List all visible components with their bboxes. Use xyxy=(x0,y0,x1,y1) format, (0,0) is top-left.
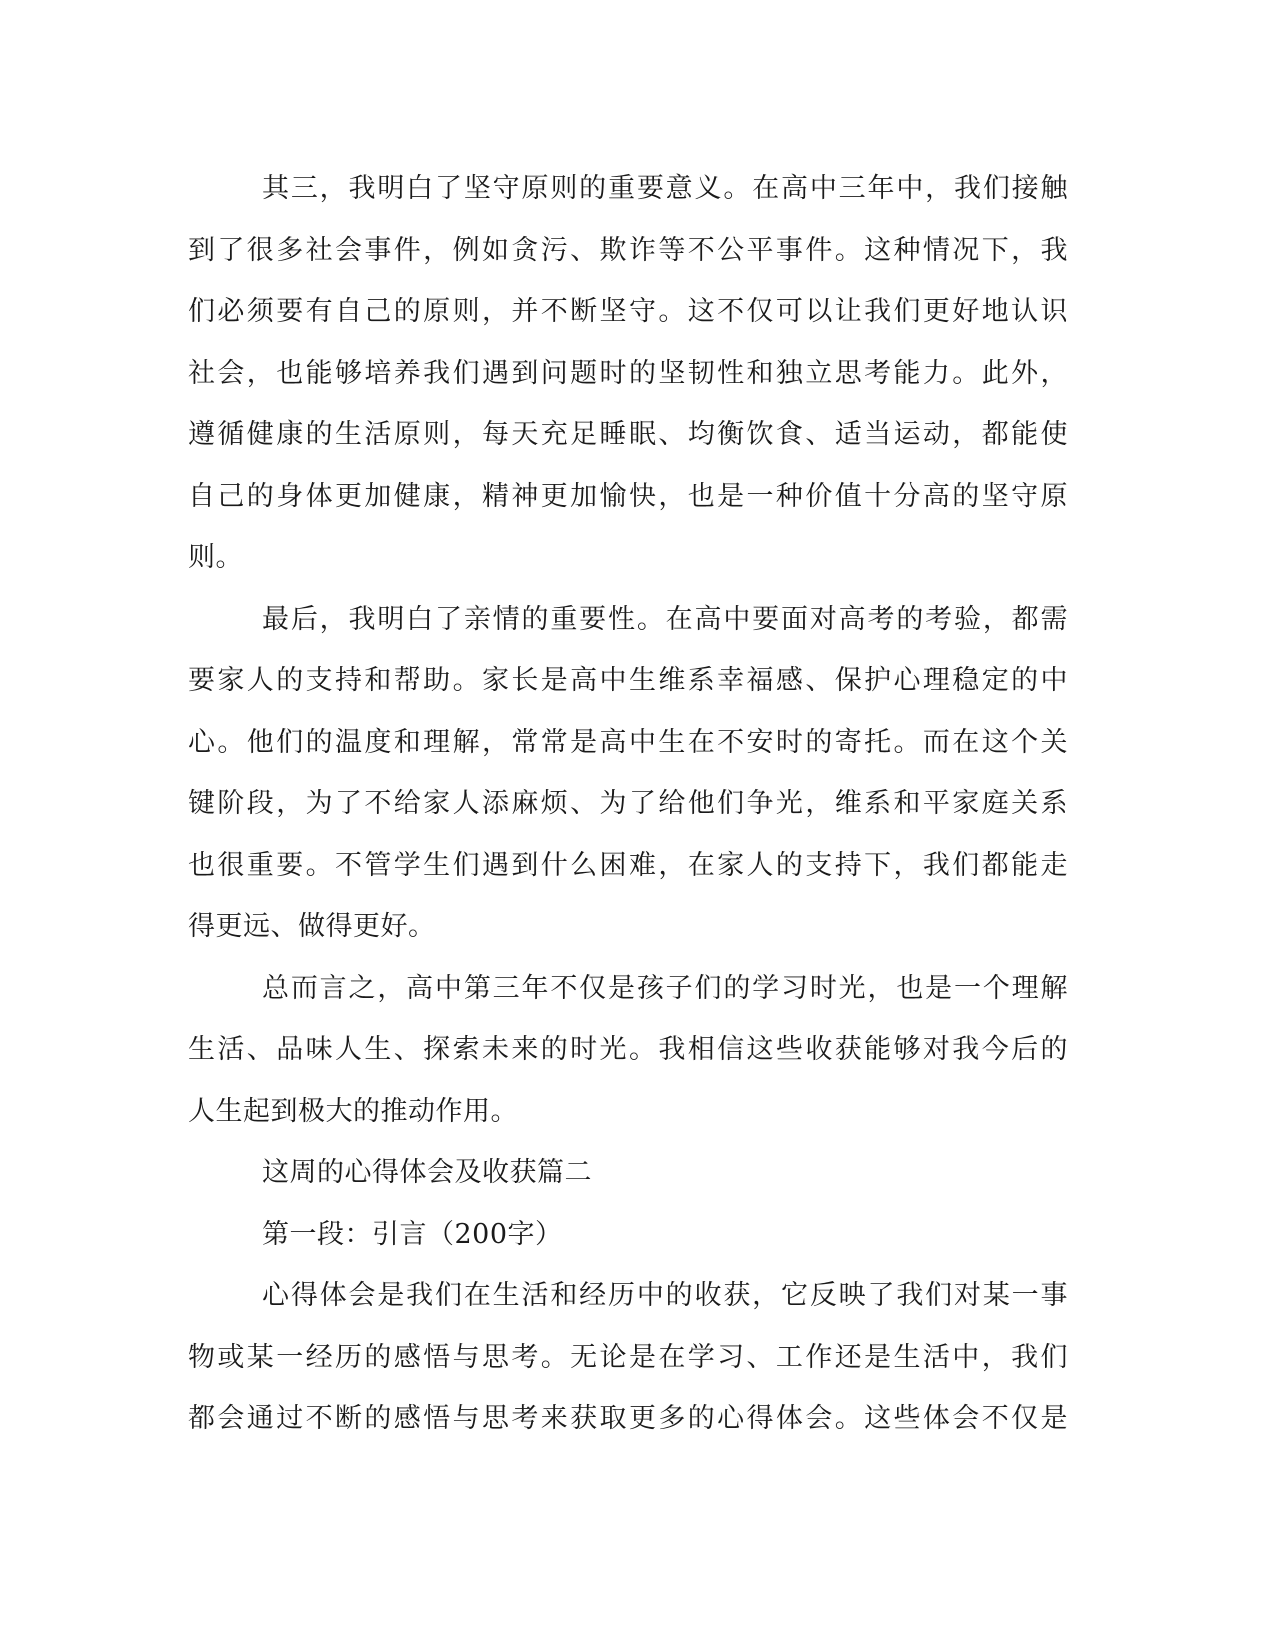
text-line: 遵循健康的生活原则，每天充足睡眠、均衡饮食、适当运动，都能使 xyxy=(188,419,1068,450)
text-line: 得更远、做得更好。 xyxy=(188,911,436,942)
text-line: 键阶段，为了不给家人添麻烦、为了给他们争光，维系和平家庭关系 xyxy=(188,788,1068,819)
text-line: 都会通过不断的感悟与思考来获取更多的心得体会。这些体会不仅是 xyxy=(188,1403,1068,1434)
text-line: 要家人的支持和帮助。家长是高中生维系幸福感、保护心理稳定的中 xyxy=(188,665,1068,696)
section-heading xyxy=(188,1142,1068,1204)
text-line: 们必须要有自己的原则，并不断坚守。这不仅可以让我们更好地认识 xyxy=(188,296,1068,327)
text-line: 社会，也能够培养我们遇到问题时的坚韧性和独立思考能力。此外， xyxy=(188,357,1068,389)
text-line: 心。他们的温度和理解，常常是高中生在不安时的寄托。而在这个关 xyxy=(188,726,1068,758)
text-line: 物或某一经历的感悟与思考。无论是在学习、工作还是生活中，我们 xyxy=(188,1341,1068,1373)
text-line: 则。 xyxy=(188,542,243,573)
paragraph xyxy=(188,158,1068,589)
paragraph xyxy=(188,958,1068,1143)
text-line: 最后，我明白了亲情的重要性。在高中要面对高考的考验，都需 xyxy=(262,603,1068,635)
text-line: 生活、品味人生、探索未来的时光。我相信这些收获能够对我今后的 xyxy=(188,1034,1068,1065)
text-line: 也很重要。不管学生们遇到什么困难，在家人的支持下，我们都能走 xyxy=(188,849,1068,881)
text-line: 其三，我明白了坚守原则的重要意义。在高中三年中，我们接触 xyxy=(262,173,1068,204)
heading-line: 第一段：引言（200字） xyxy=(262,1218,563,1250)
text-line: 人生起到极大的推动作用。 xyxy=(188,1095,518,1127)
paragraph xyxy=(188,589,1068,958)
document-body xyxy=(188,158,1068,1450)
text-line: 心得体会是我们在生活和经历中的收获，它反映了我们对某一事 xyxy=(262,1280,1068,1311)
heading-line: 这周的心得体会及收获篇二 xyxy=(262,1157,592,1188)
paragraph xyxy=(188,1265,1068,1450)
text-line: 自己的身体更加健康，精神更加愉快，也是一种价值十分高的坚守原 xyxy=(188,480,1068,512)
text-line: 总而言之，高中第三年不仅是孩子们的学习时光，也是一个理解 xyxy=(262,972,1068,1004)
subsection-heading xyxy=(188,1204,1068,1266)
text-line: 到了很多社会事件，例如贪污、欺诈等不公平事件。这种情况下，我 xyxy=(188,234,1068,266)
